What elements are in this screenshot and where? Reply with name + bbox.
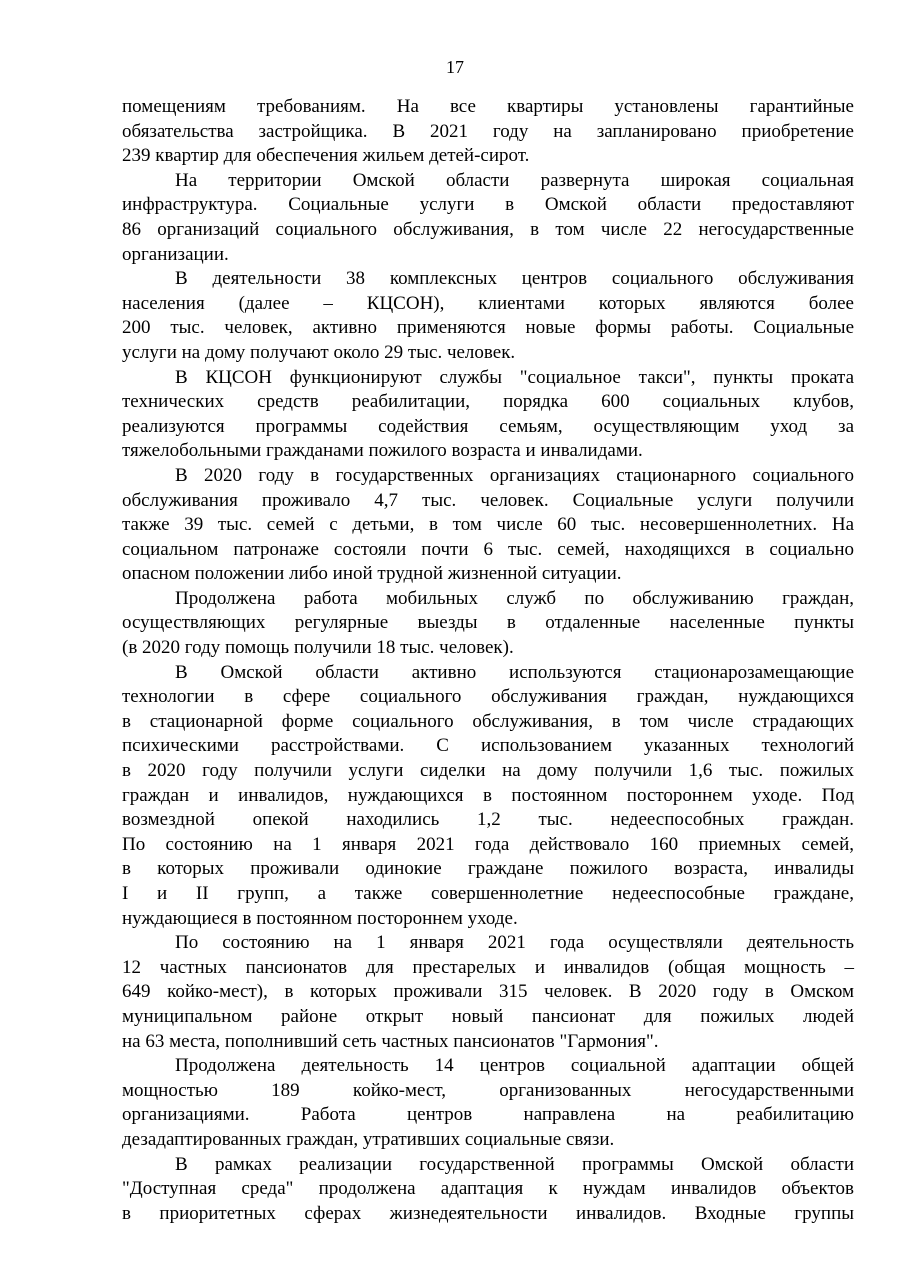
text-line: 200 тыс. человек, активно применяются новые формы работы. Социальные — [122, 317, 854, 339]
text-line: В Омской области активно используются стационарозамещающие — [175, 661, 854, 683]
paragraph — [122, 1153, 854, 1227]
text-line: возмездной опекой находились 1,2 тыс. недееспособных граждан. — [122, 809, 854, 831]
text-line: в 2020 году получили услуги сиделки на дому получили 1,6 тыс. пожилых — [122, 760, 854, 782]
text-line: 649 койко-мест), в которых проживали 315 человек. В 2020 году в Омском — [122, 981, 854, 1003]
text-line: В рамках реализации государственной программы Омской области — [175, 1153, 854, 1175]
text-line: нуждающиеся в постоянном постороннем уходе. — [122, 907, 518, 929]
paragraph — [122, 1054, 854, 1152]
text-line: инфраструктура. Социальные услуги в Омской области предоставляют — [122, 194, 854, 216]
text-line: "Доступная среда" продолжена адаптация к нуждам инвалидов объектов — [122, 1178, 854, 1200]
text-line: в стационарной форме социального обслуживания, в том числе страдающих — [122, 710, 854, 732]
body-text — [122, 95, 854, 1226]
paragraph — [122, 587, 854, 661]
text-line: технических средств реабилитации, порядка 600 социальных клубов, — [122, 391, 854, 413]
text-line: помещениям требованиям. На все квартиры установлены гарантийные — [122, 96, 854, 117]
text-line: также 39 тыс. семей с детьми, в том числе 60 тыс. несовершеннолетних. На — [122, 514, 854, 536]
text-line: На территории Омской области развернута широкая социальная — [175, 169, 854, 191]
text-line: муниципальном районе открыт новый пансионат для пожилых людей — [122, 1005, 854, 1027]
text-line: в которых проживали одинокие граждане пожилого возраста, инвалиды — [122, 858, 854, 880]
text-line: обслуживания проживало 4,7 тыс. человек. Социальные услуги получили — [122, 489, 854, 511]
text-line: граждан и инвалидов, нуждающихся в постоянном постороннем уходе. Под — [122, 784, 854, 806]
text-line: По состоянию на 1 января 2021 года осуществляли деятельность — [175, 932, 854, 954]
text-line: населения (далее – КЦСОН), клиентами которых являются более — [122, 292, 854, 314]
text-line: По состоянию на 1 января 2021 года действовало 160 приемных семей, — [122, 833, 854, 855]
page-number: 17 — [446, 57, 464, 77]
text-line: В 2020 году в государственных организациях стационарного социального — [175, 464, 854, 486]
text-line: 12 частных пансионатов для престарелых и инвалидов (общая мощность – — [122, 956, 854, 978]
text-line: тяжелобольными гражданами пожилого возраста и инвалидами. — [122, 440, 643, 462]
paragraph — [122, 366, 854, 464]
text-line: дезадаптированных граждан, утративших социальные связи. — [122, 1128, 615, 1150]
text-line: в приоритетных сферах жизнедеятельности инвалидов. Входные группы — [122, 1202, 854, 1224]
paragraph — [122, 267, 854, 365]
text-line: социальном патронаже состояли почти 6 тыс. семей, находящихся в социально — [122, 538, 854, 560]
text-line: Продолжена работа мобильных служб по обслуживанию граждан, — [175, 587, 854, 609]
text-line: психическими расстройствами. С использованием указанных технологий — [122, 735, 854, 757]
text-line: технологии в сфере социального обслуживания граждан, нуждающихся — [122, 686, 854, 708]
text-line: мощностью 189 койко-мест, организованных негосударственными — [122, 1079, 854, 1101]
text-line: В деятельности 38 комплексных центров социального обслуживания — [175, 268, 854, 290]
text-line: на 63 места, пополнивший сеть частных пансионатов "Гармония". — [122, 1030, 659, 1052]
paragraph — [122, 931, 854, 1054]
text-line: 86 организаций социального обслуживания, в том числе 22 негосударственные — [122, 218, 854, 240]
text-line: Продолжена деятельность 14 центров социальной адаптации общей — [175, 1055, 854, 1077]
text-line: опасном положении либо иной трудной жизненной ситуации. — [122, 563, 622, 585]
paragraph — [122, 95, 854, 169]
paragraph — [122, 169, 854, 267]
text-line: организации. — [122, 243, 229, 265]
text-line: обязательства застройщика. В 2021 году на запланировано приобретение — [122, 120, 854, 142]
text-line: услуги на дому получают около 29 тыс. человек. — [122, 341, 516, 363]
text-line: реализуются программы содействия семьям, осуществляющим уход за — [122, 415, 854, 437]
text-line: 239 квартир для обеспечения жильем детей-сирот. — [122, 145, 530, 167]
text-line: организациями. Работа центров направлена на реабилитацию — [122, 1104, 854, 1126]
text-line: (в 2020 году помощь получили 18 тыс. человек). — [122, 637, 514, 659]
paragraph — [122, 661, 854, 932]
text-line: осуществляющих регулярные выезды в отдаленные населенные пункты — [122, 612, 854, 634]
paragraph — [122, 464, 854, 587]
text-line: В КЦСОН функционируют службы "социальное такси", пункты проката — [175, 366, 854, 388]
text-line: I и II групп, а также совершеннолетние недееспособные граждане, — [122, 883, 854, 904]
